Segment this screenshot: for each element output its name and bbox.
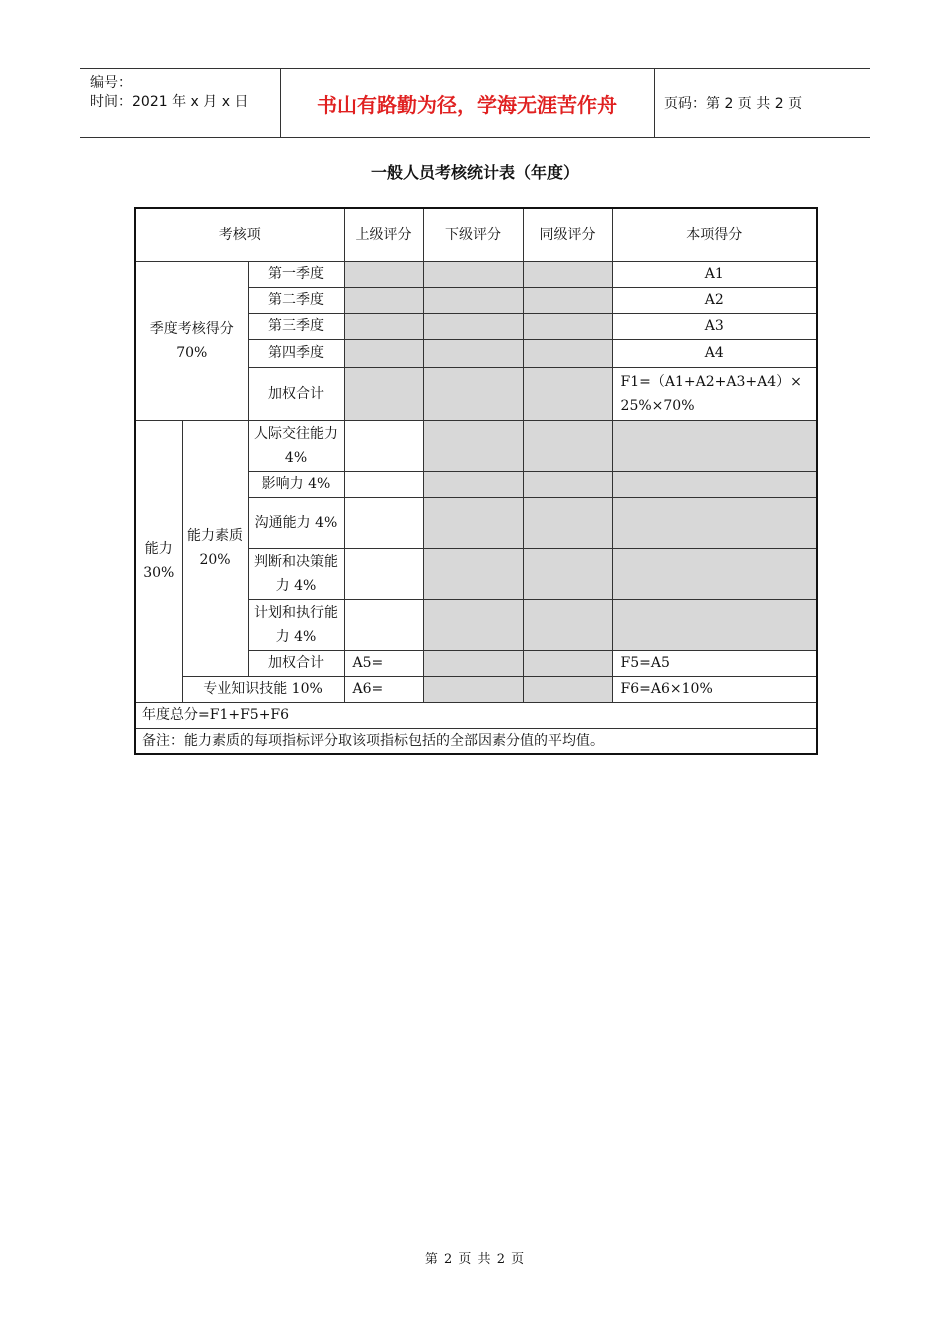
row-label: 专业知识技能 10% (182, 676, 344, 702)
peer-cell (523, 287, 612, 313)
peer-cell (523, 548, 612, 599)
peer-cell (523, 471, 612, 497)
peer-cell (523, 650, 612, 676)
row-label: 第三季度 (248, 313, 344, 339)
row-label: 第四季度 (248, 339, 344, 367)
row-label: 第二季度 (248, 287, 344, 313)
superior-cell (344, 548, 423, 599)
score-cell: A2 (612, 287, 817, 313)
score-cell (612, 497, 817, 548)
header-meta (80, 69, 280, 137)
ability-subgroup-label: 能力素质20% (182, 420, 248, 676)
superior-cell (344, 367, 423, 420)
table-row (135, 702, 817, 728)
score-cell (612, 420, 817, 471)
score-cell: A3 (612, 313, 817, 339)
peer-cell (523, 339, 612, 367)
subordinate-cell (423, 471, 523, 497)
superior-cell (344, 339, 423, 367)
subordinate-cell (423, 420, 523, 471)
weighted-score-cell: F1=（A1+A2+A3+A4）× 25%×70% (612, 367, 817, 420)
header-subordinate: 下级评分 (423, 208, 523, 261)
superior-cell (344, 599, 423, 650)
table-header-row (135, 208, 817, 261)
score-cell: A4 (612, 339, 817, 367)
table-row (135, 676, 817, 702)
peer-cell (523, 497, 612, 548)
peer-cell (523, 367, 612, 420)
subordinate-cell (423, 497, 523, 548)
table-note: 备注：能力素质的每项指标评分取该项指标包括的全部因素分值的平均值。 (135, 728, 817, 754)
header-page-label: 页码：第 2 页 共 2 页 (664, 96, 803, 112)
peer-cell (523, 676, 612, 702)
header-item: 考核项 (135, 208, 344, 261)
quarterly-group-label: 季度考核得分 70% (135, 261, 248, 420)
row-label: 沟通能力 4% (248, 497, 344, 548)
peer-cell (523, 599, 612, 650)
table-row (135, 420, 817, 471)
superior-cell (344, 497, 423, 548)
score-cell (612, 471, 817, 497)
header-superior: 上级评分 (344, 208, 423, 261)
row-label: 加权合计 (248, 367, 344, 420)
row-label: 影响力 4% (248, 471, 344, 497)
ability-group-label: 能力30% (135, 420, 182, 702)
score-cell: A1 (612, 261, 817, 287)
subordinate-cell (423, 599, 523, 650)
score-cell (612, 599, 817, 650)
row-label: 加权合计 (248, 650, 344, 676)
superior-cell: A5= (344, 650, 423, 676)
document-header (80, 68, 870, 138)
row-label: 人际交往能力 4% (248, 420, 344, 471)
header-divider (654, 69, 655, 137)
annual-total: 年度总分=F1+F5+F6 (135, 702, 817, 728)
header-peer: 同级评分 (523, 208, 612, 261)
doc-number-label: 编号： (90, 75, 132, 91)
header-score: 本项得分 (612, 208, 817, 261)
superior-cell (344, 471, 423, 497)
subordinate-cell (423, 367, 523, 420)
peer-cell (523, 420, 612, 471)
row-label: 判断和决策能力 4% (248, 548, 344, 599)
row-label: 第一季度 (248, 261, 344, 287)
page-footer: 第 2 页 共 2 页 (424, 1252, 526, 1267)
subordinate-cell (423, 287, 523, 313)
superior-cell (344, 261, 423, 287)
table-row (135, 261, 817, 287)
subordinate-cell (423, 313, 523, 339)
superior-cell: A6= (344, 676, 423, 702)
header-motto: 书山有路勤为径，学海无涯苦作舟 (317, 92, 617, 117)
peer-cell (523, 313, 612, 339)
score-cell (612, 548, 817, 599)
subordinate-cell (423, 261, 523, 287)
subordinate-cell (423, 676, 523, 702)
superior-cell (344, 287, 423, 313)
peer-cell (523, 261, 612, 287)
weighted-score-cell: F5=A5 (612, 650, 817, 676)
table-row (135, 728, 817, 754)
doc-date-label: 时间：2021 年 x 月 x 日 (90, 94, 249, 110)
page-title: 一般人员考核统计表（年度） (370, 163, 579, 182)
superior-cell (344, 313, 423, 339)
subordinate-cell (423, 339, 523, 367)
superior-cell (344, 420, 423, 471)
subordinate-cell (423, 548, 523, 599)
assessment-table (134, 207, 818, 755)
row-label: 计划和执行能力 4% (248, 599, 344, 650)
score-cell: F6=A6×10% (612, 676, 817, 702)
subordinate-cell (423, 650, 523, 676)
